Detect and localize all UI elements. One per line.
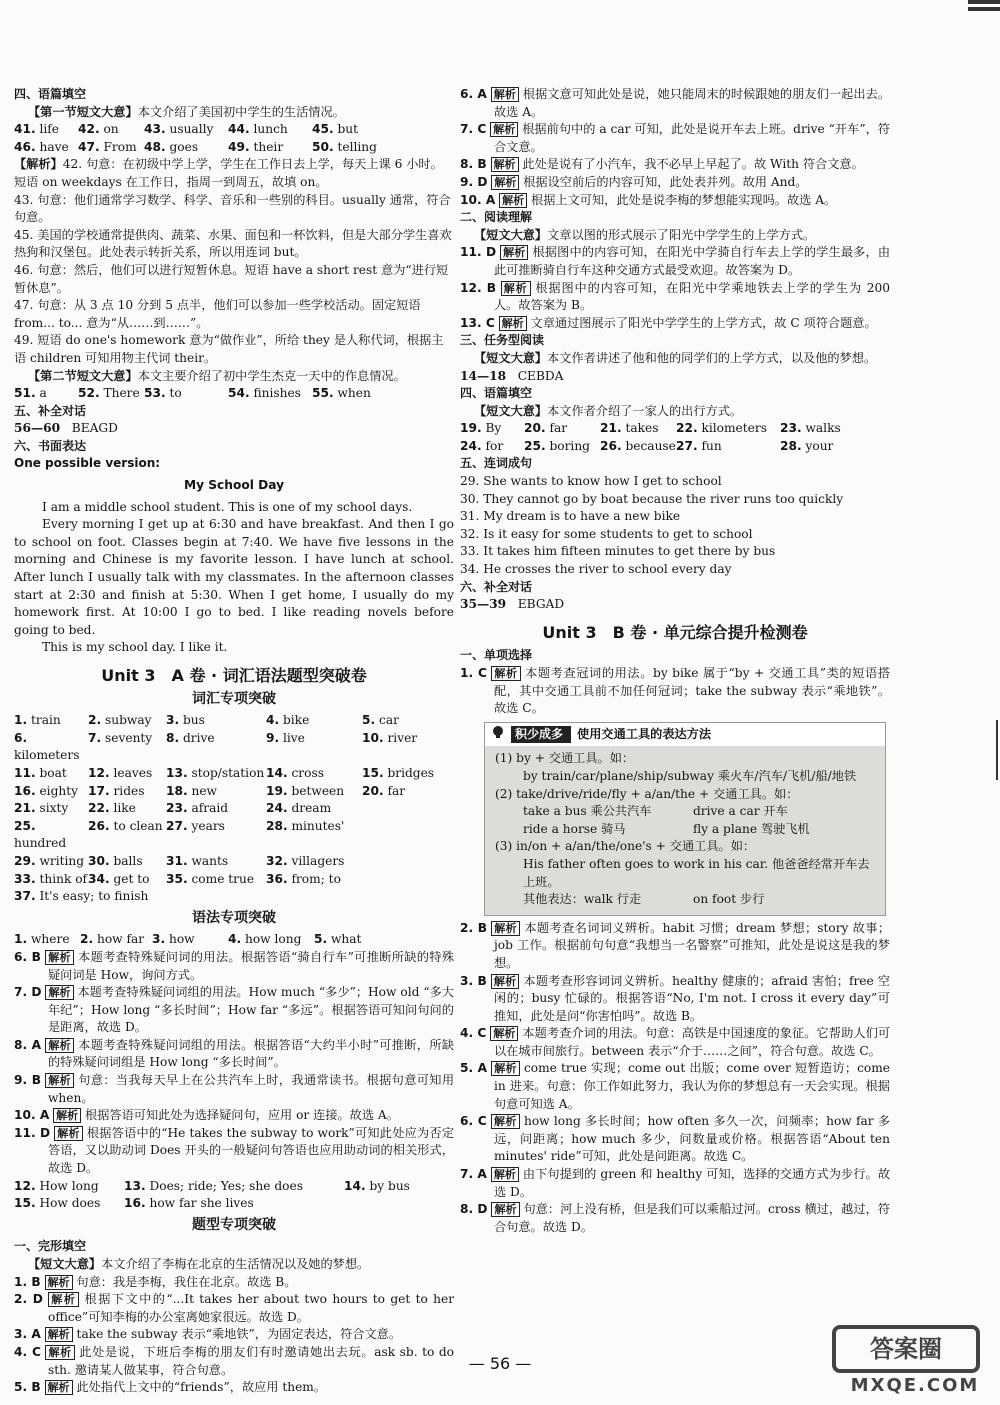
explanation-item: 43. 句意：他们通常学习数学、科学、音乐和一些别的科目。usually 通常，符合句意。 (14, 192, 451, 225)
section-title: 二、阅读理解 (460, 210, 533, 225)
answer-row (14, 871, 454, 889)
unit-title: Unit 3 B 卷 · 单元综合提升检测卷 (542, 622, 808, 642)
explanation-item: 49. 短语 do one's homework 意为“做作业”，所给 they 是人称代词，根据主语 children 可知用物主代词 their。 (14, 333, 444, 365)
answer-cell: 26. to clean (88, 818, 163, 833)
answer-cell: 10. river (362, 730, 418, 745)
explanation-item: 7. D 解析 本题考查特殊疑问词组的用法。How much “多少”；How old “多大年纪”；How long “多长时间”；How far “多远”。根据答语可知问句问的是距离，故选 D。 (14, 985, 454, 1035)
section-title: 一、单项选择 (460, 648, 533, 663)
answer-row (14, 730, 454, 765)
answer-cell: 55. when (312, 386, 371, 401)
answer-line: 56—60 BEAGD (14, 421, 118, 436)
essay (14, 499, 454, 657)
answer-cell: 30. balls (88, 853, 143, 868)
explanation-item: 5. A 解析 come true 实现；come out 出版；come over 短暂造访；come in 进来。句意：你工作如此努力，我认为你的梦想总有一天会实现。根据句意可知选 A。 (460, 1061, 891, 1111)
version-label: One possible version: (14, 456, 161, 471)
explanation-item: 【解析】42. 句意：在初级中学上学，学生在工作日去上学，每天上课 6 小时。短语 on weekdays 在工作日，指周一到周五，故填 on。 (14, 157, 443, 189)
explanation-item: 4. C 解析 此处是说，下班后李梅的朋友们有时邀请她出去玩。ask sb. to do sth. 邀请某人做某事，符合句意。 (14, 1344, 454, 1377)
explanation-item: 11. D 解析 根据答语中的“He takes the subway to work”可知此处应为否定答语，又以助动词 Does 开头的一般疑问句答语也应用助动词的相关形式，故选 D。 (14, 1125, 455, 1176)
explanation-item: 7. C 解析 根据前句中的 a car 可知，此处是说开车去上班。drive “开车”，符合文意。 (460, 122, 891, 154)
answer-cell: 51. a (14, 386, 47, 401)
answer-cell: 24. dream (266, 801, 332, 816)
answer-row (14, 1178, 454, 1196)
sentence-line: 33. It takes him fifteen minutes to get there by bus (460, 544, 776, 559)
answer-row (14, 783, 454, 801)
watermark-top: 答案圈 (832, 1325, 980, 1373)
answer-cell (362, 800, 452, 818)
answer-row (14, 800, 454, 818)
answer-cell: 20. far (362, 783, 406, 798)
answer-row (14, 818, 454, 853)
page-edge-mark (968, 0, 1000, 22)
answer-cell: 25. boring (524, 438, 590, 453)
summary: 【短文大意】本文作者讲述了他和他的同学们的上学方式，以及他的梦想。 (474, 350, 877, 365)
answer-cell: 21. sixty (14, 801, 69, 816)
section-title: 五、连词成句 (460, 456, 533, 471)
answer-cell: 25. hundred (14, 818, 67, 851)
tip-line: His father often goes to work in his car. 他爸爸经常开车去上班。 (523, 856, 870, 889)
answer-cell: 16. eighty (14, 783, 79, 798)
grammar-explanations (14, 949, 454, 1178)
reading-explanations (460, 244, 890, 332)
single-choice-explanations (460, 920, 890, 1237)
explanation-item: 2. B 解析 本题考查名词词义辨析。habit 习惯；dream 梦想；story 故事；job 工作。根据前句句意“我想当一名警察”可推知，此处是说这是我的梦想。 (460, 920, 891, 970)
answer-row (460, 420, 890, 438)
summary: 【短文大意】本文作者介绍了一家人的出行方式。 (474, 403, 743, 418)
answer-row (460, 438, 890, 456)
cloze-explanations (14, 1274, 454, 1397)
answer-cell: 52. There (78, 386, 140, 401)
answer-row (14, 888, 454, 906)
answer-cell: 29. writing (14, 853, 85, 868)
answer-cell: 24. for (460, 438, 504, 453)
explanation-item: 9. B 解析 句意：当我每天早上在公共汽车上时，我通常读书。根据句意可知用 when。 (14, 1073, 455, 1105)
section-title: 六、补全对话 (460, 579, 533, 594)
explanation-item: 5. B 解析 此处指代上文中的“friends”，故应用 them。 (14, 1380, 327, 1395)
answer-cell: 13. Does; ride; Yes; she does (124, 1178, 303, 1193)
answer-cell: 13. stop/station (166, 765, 265, 780)
cloze-explanations-cont (460, 86, 890, 209)
explanation-item: 1. B 解析 句意：我是李梅，我住在北京。故选 B。 (14, 1274, 297, 1289)
answer-cell: 7. seventy (88, 730, 153, 745)
explanation-item: 11. D 解析 根据图中的内容可知，在阳光中学骑自行车去上学的学生最多，由此可推断骑自行车这种交通方式最受欢迎。故答案为 D。 (460, 245, 891, 277)
tip-line: (1) by + 交通工具。如： (495, 751, 635, 766)
answer-cell: 34. get to (88, 871, 150, 886)
answer-cell: 42. on (78, 122, 119, 137)
section-title: 四、语篇填空 (14, 87, 87, 101)
answer-cell: 22. like (88, 801, 136, 816)
answer-cell: 1. train (14, 713, 61, 728)
answer-cell: 2. subway (88, 713, 152, 728)
explanation-item: 12. B 解析 根据图中的内容可知，在阳光中学乘地铁去上学的学生为 200 人。故答案为 B。 (460, 280, 891, 313)
explanation-item: 6. B 解析 本题考查特殊疑问词的用法。根据答语“骑自行车”可推断所缺的特殊疑问词是 How，询问方式。 (14, 949, 455, 982)
tip-line: (2) take/drive/ride/fly + a/an/the + 交通工具。如： (495, 786, 799, 801)
explanation-item: 3. B 解析 本题考查形容词词义辨析。healthy 健康的；afraid 害怕；free 空闲的；busy 忙碌的。根据答语“No, I'm not. I cross it every day”可推知，此处是问“你害怕吗”。故选 B。 (460, 973, 890, 1023)
explanation-item: 6. C 解析 how long 多长时间；how often 多久一次，问频率；how far 多远，问距离；how much 多少，问数量或价格。根据答语“About ten minutes' ride”可知，此处是问距离。故选 C。 (460, 1114, 891, 1164)
explanation-item: 47. 句意：从 3 点 10 分到 5 点半，他们可以参加一些学校活动。固定短语 from... to... 意为“从……到……”。 (14, 298, 421, 330)
essay-paragraph: I am a middle school student. This is one of my school days. (42, 499, 413, 514)
explanation-item: 13. C 解析 文章通过图展示了阳光中学学生的上学方式，故 C 项符合题意。 (460, 315, 877, 330)
answer-cell (362, 853, 452, 871)
answer-cell: 53. to (144, 386, 182, 401)
tip-row: 其他表达：walk 行走 on foot 步行 (523, 892, 765, 907)
answer-row (14, 139, 454, 157)
sentence-line: 31. My dream is to have a new bike (460, 509, 681, 524)
explanation-item: 10. A 解析 根据答语可知此处为选择疑问句，应用 or 连接。故选 A。 (14, 1108, 399, 1123)
answer-cell: 45. but (312, 122, 359, 137)
explanation-item: 10. A 解析 根据上文可知，此处是说李梅的梦想能实现吗。故选 A。 (460, 192, 837, 207)
answer-row (14, 385, 454, 403)
answer-row (14, 853, 454, 871)
answer-cell: 2. how far (80, 932, 145, 947)
answer-row (14, 765, 454, 783)
explanations (14, 156, 454, 367)
subsection-title: 题型专项突破 (192, 1216, 276, 1233)
answer-cell: 27. fun (676, 438, 722, 453)
summary: 【短文大意】文章以图的形式展示了阳光中学学生的上学方式。 (474, 227, 816, 242)
answer-cell: 31. wants (166, 853, 229, 868)
tip-line: by train/car/plane/ship/subway 乘火车/汽车/飞机/船/地铁 (523, 768, 857, 783)
answer-cell: 11. boat (14, 765, 67, 780)
answer-cell: 19. between (266, 783, 345, 798)
answer-cell: 15. bridges (362, 765, 435, 780)
tip-badge: 积少成多 (511, 726, 571, 744)
explanation-item: 8. D 解析 句意：河上没有桥，但是我们可以乘船过河。cross 横过，越过，符合句意。故选 D。 (460, 1202, 891, 1234)
answer-row (14, 931, 454, 949)
explanation-item: 2. D 解析 根据下文中的“...It takes her about two hours to get to her office”可知李梅的办公室离她家很远。故选 D。 (14, 1292, 455, 1324)
explanation-item: 8. A 解析 本题考查特殊疑问词组的用法。根据答语“大约半小时”可推断，所缺的特殊疑问词组是 How long “多长时间”。 (14, 1037, 455, 1070)
summary: 【第二节短文大意】本文主要介绍了初中学生杰克一天中的作息情况。 (28, 368, 406, 383)
answer-row (14, 1195, 454, 1213)
answer-cell: 1. where (14, 932, 70, 947)
answer-cell: 23. walks (780, 421, 841, 436)
explanation-item: 6. A 解析 根据文意可知此处是说，她只能周末的时候跟她的朋友们一起出去。故选 A。 (460, 87, 891, 119)
tip-header (485, 723, 885, 747)
explanation-item: 46. 句意：然后，他们可以进行短暂休息。短语 have a short rest 意为“进行短暂休息”。 (14, 262, 449, 295)
left-column (14, 86, 454, 1397)
section-title: 一、完形填空 (14, 1239, 87, 1254)
answer-cell: 8. drive (166, 730, 215, 745)
vocab-answers (14, 712, 454, 906)
answer-cell: 21. takes (600, 421, 659, 436)
sentence-line: 34. He crosses the river to school every day (460, 562, 732, 577)
explanation-item: 8. B 解析 此处是说有了小汽车，我不必早上早起了。故 With 符合文意。 (460, 157, 864, 172)
answer-cell: 12. leaves (88, 765, 153, 780)
summary: 【短文大意】本文介绍了李梅在北京的生活情况以及她的梦想。 (28, 1257, 370, 1271)
tip-box (484, 722, 886, 916)
answer-cell: 47. From (78, 139, 137, 154)
answer-cell (362, 818, 452, 853)
answer-cell: 16. how far she lives (124, 1196, 254, 1211)
explanation-item: 9. D 解析 根据设空前后的内容可知，此处表并列。故用 And。 (460, 174, 808, 189)
answer-cell: 4. how long (228, 932, 302, 947)
answer-line: 14—18 CEBDA (460, 368, 564, 383)
margin-mark (996, 720, 998, 780)
page-number: — 56 — (468, 1354, 532, 1373)
answer-cell: 19. By (460, 421, 502, 436)
explanation-item: 3. A 解析 take the subway 表示“乘地铁”，为固定表达，符合文意。 (14, 1327, 402, 1342)
answer-cell: 27. years (166, 818, 225, 833)
answer-cell: 9. live (266, 730, 305, 745)
answer-cell: 28. minutes' (266, 818, 345, 833)
explanation-item: 7. A 解析 由下句提到的 green 和 healthy 可知，选择的交通方式为步行。故选 D。 (460, 1167, 891, 1199)
answer-cell: 23. afraid (166, 801, 229, 816)
explanation-item: 1. C 解析 本题考查冠词的用法。by bike 属于“by + 交通工具”类的短语搭配，其中交通工具前不加任何冠词；take the subway 表示“乘地铁”。故选 C。 (460, 666, 891, 716)
answer-cell: 44. lunch (228, 122, 288, 137)
explanation-item: 45. 美国的学校通常提供肉、蔬菜、水果、面包和一杯饮料，但是大部分学生喜欢热狗和汉堡包。此处表示转折关系，所以用连词 but。 (14, 227, 452, 260)
answer-cell: 46. have (14, 139, 69, 154)
answer-cell: 5. car (362, 713, 399, 728)
section-title: 三、任务型阅读 (460, 333, 545, 348)
answer-cell: 12. How long (14, 1178, 99, 1193)
answer-cell: 6. kilometers (14, 730, 80, 763)
answer-cell: 50. telling (312, 139, 377, 154)
essay-paragraph: This is my school day. I like it. (42, 640, 228, 655)
answer-cell: 15. How does (14, 1196, 101, 1211)
subsection-title: 词汇专项突破 (192, 690, 276, 707)
answer-cell: 37. It's easy; to finish (14, 889, 149, 904)
answer-cell: 48. goes (144, 139, 199, 154)
essay-title: My School Day (183, 478, 285, 493)
answer-cell (362, 871, 452, 889)
section-title: 六、书面表达 (14, 438, 87, 453)
explanation-item: 4. C 解析 本题考查介词的用法。句意：高铁是中国速度的象征。它帮助人们可以在城市间旅行。between 表示“介于……之间”，符合句意。故选 C。 (460, 1026, 891, 1058)
sentence-line: 29. She wants to know how I get to school (460, 474, 722, 489)
watermark-bottom: MXQE.COM (850, 1375, 980, 1397)
sentence-line: 30. They cannot go by boat because the river runs too quickly (460, 491, 844, 506)
answer-cell: 32. villagers (266, 853, 345, 868)
answer-row (14, 121, 454, 139)
answer-cell: 3. how (152, 932, 195, 947)
answer-cell: 54. finishes (228, 386, 301, 401)
answer-cell: 36. from; to (266, 871, 341, 886)
summary: 【第一节短文大意】本文介绍了美国初中学生的生活情况。 (28, 104, 345, 119)
right-column (460, 86, 890, 1236)
tip-row: ride a horse 骑马 fly a plane 驾驶飞机 (523, 821, 810, 836)
watermark-logo (840, 1325, 990, 1395)
unit-title: Unit 3 A 卷 · 词汇语法题型突破卷 (101, 666, 367, 685)
answer-cell: 14. by bus (344, 1178, 410, 1193)
answer-line: 35—39 EBGAD (460, 597, 565, 612)
answer-cell: 14. cross (266, 765, 324, 780)
answer-cell: 41. life (14, 122, 59, 137)
answer-cell: 5. what (314, 932, 362, 947)
subsection-title: 语法专项突破 (192, 909, 276, 926)
answer-cell: 18. new (166, 783, 217, 798)
answer-cell: 28. your (780, 438, 834, 453)
answer-row (14, 712, 454, 730)
answer-cell: 49. their (228, 139, 284, 154)
section-title: 四、语篇填空 (460, 386, 533, 401)
sentence-line: 32. Is it easy for some students to get to school (460, 526, 753, 541)
answer-cell: 35. come true (166, 871, 255, 886)
essay-paragraph: Every morning I get up at 6:30 and have breakfast. And then I go to school on foot. Classes begin at 7:40. We have five lessons in the morning and Chinese is my favorite lesson. I have lunch at school. After lunch I usually talk with my classmates. In the afternoon classes start at 2:30 and finish at 5:30. When I get home, I usually do my homework first. At 10:00 I go to bed. I like reading novels before going to bed. (14, 517, 454, 637)
answer-cell: 17. rides (88, 783, 145, 798)
answer-cell: 3. bus (166, 713, 205, 728)
answer-cell: 22. kilometers (676, 421, 767, 436)
tip-row: take a bus 乘公共汽车 drive a car 开车 (523, 804, 788, 819)
answer-cell: 43. usually (144, 122, 214, 137)
answer-cell: 20. far (524, 421, 568, 436)
answer-cell: 33. think of (14, 871, 88, 886)
lightbulb-icon (491, 725, 505, 745)
section-title: 五、补全对话 (14, 403, 87, 418)
sentences (460, 473, 890, 579)
answer-cell: 26. because (600, 438, 676, 453)
answer-cell: 4. bike (266, 713, 310, 728)
tip-title: 使用交通工具的表达方法 (577, 726, 712, 741)
tip-line: (3) in/on + a/an/the/one's + 交通工具。如： (495, 839, 756, 854)
